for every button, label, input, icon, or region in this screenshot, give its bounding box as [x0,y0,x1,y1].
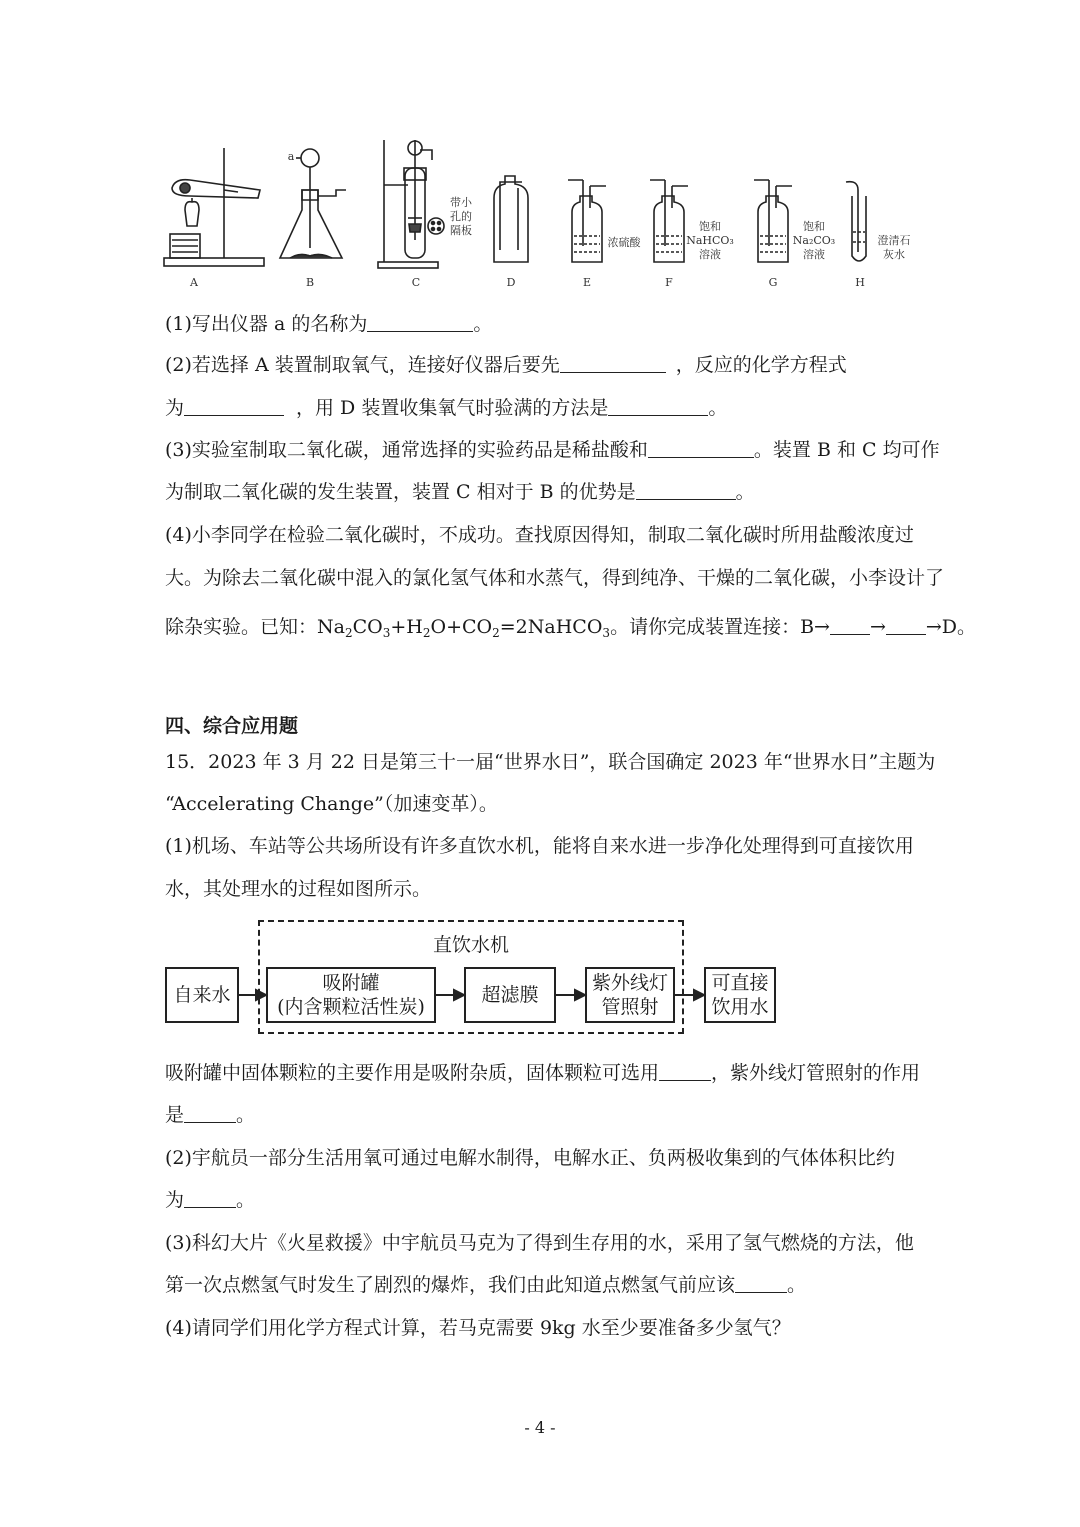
formula-subscript: 2 [422,626,431,640]
q14-part1 [165,311,492,337]
q14-part3-line1 [165,437,940,463]
q14-part4-text: 。请你完成装置连接：B→ [610,616,830,638]
answer-blank[interactable] [659,1060,711,1081]
q15-text: 。 [236,1189,256,1211]
e-note-line: 浓硫酸 [607,236,641,249]
tap-water-box [165,967,239,1023]
formula-text: +H [390,616,423,638]
q15-after-line2 [165,1102,255,1128]
page-number: - 4 - [524,1418,556,1437]
q15-text: 是 [165,1104,185,1126]
formula-text: =2NaHCO [499,616,603,638]
answer-blank[interactable] [367,311,473,332]
q15-after-line1 [165,1060,920,1086]
machine-title: 直饮水机 [432,934,509,956]
label-a-marker: a [287,150,295,163]
q15-text: 为 [165,1189,185,1211]
apparatus-label-e: E [582,276,592,289]
adsorption-sub-label: (内含颗粒活性炭) [277,996,425,1018]
c-note-line: 隔板 [450,224,472,237]
formula-subscript: 2 [344,626,353,640]
q15-text: 。 [236,1104,256,1126]
q15-part3-line2 [165,1272,806,1298]
answer-blank[interactable] [184,395,284,416]
q14-part3-text: 为制取二氧化碳的发生装置，装置 C 相对于 B 的优势是 [165,481,636,503]
g-note-line: 饱和 [803,220,825,233]
apparatus-label-c: C [411,276,421,289]
f-note-line: 溶液 [699,248,721,261]
f-note-line: 饱和 [699,220,721,233]
arrow-text: → [869,616,886,638]
q14-part3-text: (3)实验室制取二氧化碳，通常选择的实验药品是稀盐酸和 [165,439,648,461]
q15-part1-line2: 水，其处理水的过程如图所示。 [165,878,432,900]
answer-blank[interactable] [648,437,754,458]
answer-blank[interactable] [184,1187,236,1208]
q14-part2-end: 。 [708,397,728,419]
ultrafiltration-label: 超滤膜 [481,984,539,1006]
c-plate-note [446,196,476,238]
q15-part3-line1: (3)科幻大片《火星救援》中宇航员马克为了得到生存用的水，采用了氢气燃烧的方法，他 [165,1232,914,1254]
q15-text: 。 [787,1274,807,1296]
q14-part2-text: 为 [165,397,185,419]
h-note-line: 澄清石 [877,234,911,247]
apparatus-label-g: G [768,276,778,289]
h-reagent-note [872,234,916,262]
e-reagent-note [604,236,644,250]
apparatus-e [568,180,606,262]
apparatus-figure [0,0,1080,300]
q15-part2-line2 [165,1187,255,1213]
formula-text: O+CO [430,616,493,638]
uv-lamp-box [585,967,675,1023]
answer-blank[interactable] [184,1102,236,1123]
answer-blank[interactable] [735,1272,787,1293]
answer-blank[interactable] [886,614,926,635]
formula-subscript: 3 [602,626,611,640]
apparatus-f [650,180,688,262]
arrow-4-head [694,990,704,1000]
q14-part2-line1 [165,352,847,378]
h-note-line: 灰水 [883,248,905,261]
q14-part1-end: 。 [473,313,493,335]
output-label: 饮用水 [711,996,769,1018]
c-note-line: 孔的 [450,210,472,223]
adsorption-label: 吸附罐 [322,972,380,994]
apparatus-c [378,140,444,268]
apparatus-label-b: B [305,276,315,289]
q15-text: 第一次点燃氢气时发生了剧烈的爆炸，我们由此知道点燃氢气前应该 [165,1274,736,1296]
apparatus-label-h: H [855,276,865,289]
q14-part2-text: ，反应的化学方程式 [675,354,847,376]
answer-blank[interactable] [560,352,666,373]
apparatus-b [280,149,346,258]
q14-part1-text: (1)写出仪器 a 的名称为 [165,313,368,335]
apparatus-d [494,176,528,262]
apparatus-label-f: F [665,276,673,289]
drinkable-water-box [704,967,776,1023]
g-note-line: Na₂CO₃ [792,234,836,247]
q15-part4: (4)请同学们用化学方程式计算，若马克需要 9kg 水至少要准备多少氢气？ [165,1317,791,1339]
g-note-line: 溶液 [803,248,825,261]
q14-part4-line3 [165,614,976,640]
q15-intro-line1: 15．2023 年 3 月 22 日是第三十一届“世界水日”，联合国确定 2023 年“世界水日”主题为 [165,751,936,773]
q14-part3-line2 [165,479,755,505]
answer-blank[interactable] [608,395,708,416]
q15-text: 吸附罐中固体颗粒的主要作用是吸附杂质，固体颗粒可选用 [165,1062,660,1084]
f-reagent-note [686,220,734,262]
uv-label: 紫外线灯 [591,972,668,994]
apparatus-g [754,180,792,262]
q15-text: ，紫外线灯管照射的作用 [711,1062,921,1084]
q14-part2-text: ，用 D 装置收集氧气时验满的方法是 [296,397,609,419]
answer-blank[interactable] [830,614,870,635]
q14-part4-line2: 大。为除去二氧化碳中混入的氯化氢气体和水蒸气，得到纯净、干燥的二氧化碳，小李设计了 [165,567,945,589]
output-label: 可直接 [711,972,769,994]
adsorption-tank-box [266,967,436,1023]
f-note-line: NaHCO₃ [686,234,734,247]
formula-text: 除杂实验。已知：Na [165,616,345,638]
q15-part2-line1: (2)宇航员一部分生活用氧可通过电解水制得，电解水正、负两极收集到的气体体积比约 [165,1147,895,1169]
q14-part4-line1: (4)小李同学在检验二氧化碳时，不成功。查找原因得知，制取二氧化碳时所用盐酸浓度过 [165,524,914,546]
g-reagent-note [790,220,838,262]
q14-part4-end: →D。 [925,616,977,638]
apparatus-label-d: D [506,276,516,289]
formula-text: CO [352,616,383,638]
ultrafiltration-box [464,967,556,1023]
tap-water-label: 自来水 [173,984,231,1006]
q15-intro-line2: “Accelerating Change”（加速变革）。 [165,793,498,815]
section-heading: 四、综合应用题 [165,715,299,737]
q14-part3-end: 。 [735,481,755,503]
c-note-line: 带小 [450,196,472,209]
q15-part1-line1: (1)机场、车站等公共场所设有许多直饮水机，能将自来水进一步净化处理得到可直接饮用 [165,835,914,857]
formula-subscript: 2 [492,626,500,640]
q14-part2-line2 [165,395,727,421]
apparatus-a [164,148,264,266]
answer-blank[interactable] [636,479,736,500]
uv-label: 管照射 [601,996,659,1018]
apparatus-label-a: A [190,276,198,289]
formula-subscript: 3 [382,626,391,640]
q14-part3-text: 。装置 B 和 C 均可作 [753,439,940,461]
q14-part2-text: (2)若选择 A 装置制取氧气，连接好仪器后要先 [165,354,560,376]
apparatus-h [846,182,866,261]
